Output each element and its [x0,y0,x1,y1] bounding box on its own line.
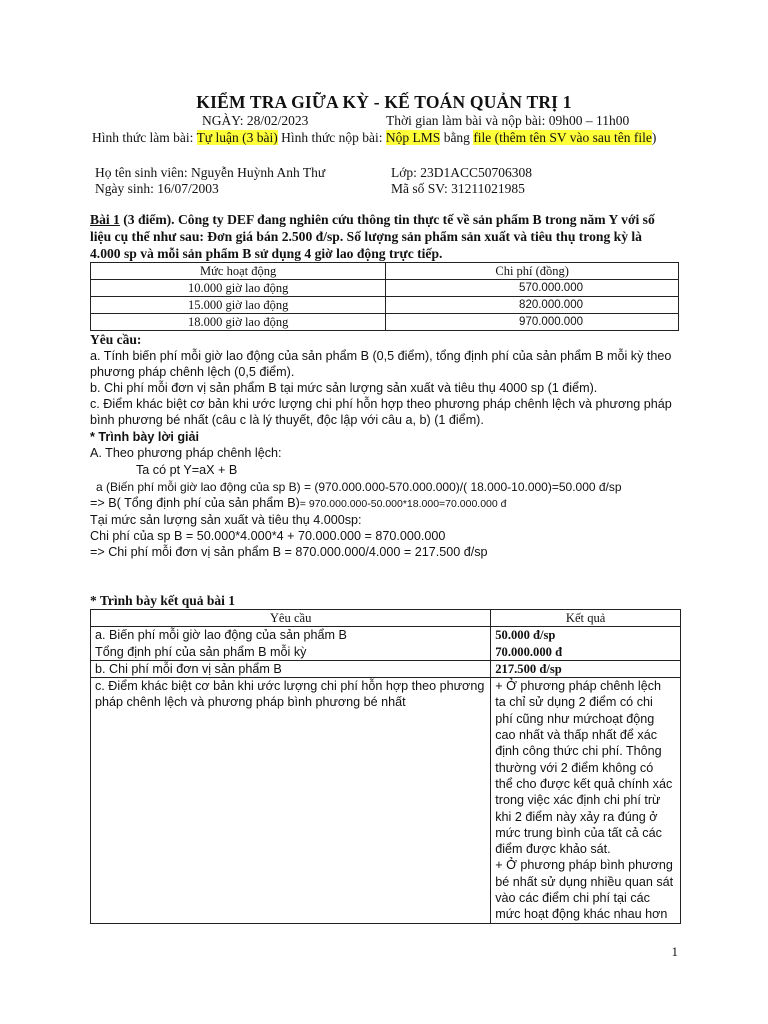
solution-line-6: Chi phí của sp B = 50.000*4.000*4 + 70.000.000 = 870.000.000 [90,529,446,543]
requirement-c-text-1: c. Điểm khác biệt cơ bản khi ước lượng chi phí hỗn hợp theo phương [95,679,485,694]
result-c-line: khi 2 điểm này xảy ra đúng ở [495,809,658,824]
requirement-c-2: bình phương bé nhất (câu c là lý thuyết, độc lập với câu a, b) (1 điểm). [90,413,484,427]
result-c-line: bé nhất sử dụng nhiều quan sát [495,874,674,889]
requirement-c-1: c. Điểm khác biệt cơ bản khi ước lượng chi phí hỗn hợp theo phương pháp chênh lệch và phương pháp [90,397,672,411]
result-c-line: điểm được khảo sát. [495,842,611,857]
result-a-1: 50.000 đ/sp [495,628,556,643]
student-dob: Ngày sinh: 16/07/2003 [95,181,219,196]
result-c-line: thường với 2 điểm không có [495,760,654,775]
solution-heading: * Trình bày lời giải [90,430,200,444]
student-name: Họ tên sinh viên: Nguyễn Huỳnh Anh Thư [95,165,326,180]
problem-line-1 [90,212,655,228]
requirement-cell-c [91,678,491,923]
solution-line-3: a (Biến phí mỗi giờ lao động của sp B) = (970.000.000-570.000.000)/( 18.000-10.000)=50.000 đ/sp [96,480,622,494]
activity-cell: 15.000 giờ lao động [91,297,386,314]
page-number: 1 [671,944,678,959]
cost-cell: 570.000.000 [386,280,679,297]
exam-time: Thời gian làm bài và nộp bài: 09h00 – 11h00 [386,113,630,128]
submit-label: Hình thức nộp bài: [277,130,386,145]
problem-label: Bài 1 [90,212,120,227]
submit-end: ) [651,130,657,145]
exam-format-line [92,130,656,146]
result-c-line: trong việc xác định chi phí trừ [495,793,661,808]
activity-cell: 10.000 giờ lao động [91,280,386,297]
student-id: Mã số SV: 31211021985 [391,181,525,196]
result-a-2: 70.000.000 đ [495,644,563,659]
result-c-line: thể cho được kết quả chính xác [495,776,673,791]
submit-value: Nộp LMS [385,130,441,145]
table-row [91,660,681,677]
exam-date: NGÀY: 28/02/2023 [202,113,309,128]
solution-line-4-a: => B( Tổng định phí của sản phẩm B) [90,496,300,510]
solution-line-4-b: = 970.000.000-50.000*18.000=70.000.000 đ [299,498,507,510]
result-c-line: mức trung bình của tất cả các [495,825,662,840]
result-c-line: mức hoạt động khác nhau hơn [495,907,668,922]
result-c-line: ta chỉ sử dụng 2 điểm có chi [495,695,653,710]
table-row [91,678,681,923]
cost-cell: 820.000.000 [386,297,679,314]
header-activity: Mức hoạt động [91,263,386,280]
result-cell-b: 217.500 đ/sp [491,660,681,677]
solution-line-7: => Chi phí mỗi đơn vị sản phẩm B = 870.000.000/4.000 = 217.500 đ/sp [90,545,488,559]
submit-mid: bằng [440,130,474,145]
requirement-a-2: phương pháp chênh lệch (0,5 điểm). [90,365,295,379]
cost-cell: 970.000.000 [386,314,679,331]
table-row [91,297,679,314]
solution-line-2: Ta có pt Y=aX + B [136,463,238,477]
requirement-a-text-2: Tổng định phí của sản phẩm B mỗi kỳ [95,644,307,659]
result-c-line: phí cũng như mứchoạt động [495,711,655,726]
header-requirement: Yêu cầu [91,610,491,627]
requirement-a-1: a. Tính biến phí mỗi giờ lao động của sản phẩm B (0,5 điểm), tổng định phí của sản phẩm B mỗi kỳ theo [90,349,672,363]
header-result: Kết quả [491,610,681,627]
results-heading: * Trình bày kết quả bài 1 [90,593,236,608]
results-header-row [91,610,681,627]
table-row [91,314,679,331]
requirement-cell-b: b. Chi phí mỗi đơn vị sản phẩm B [91,660,491,677]
requirements-heading: Yêu cầu: [90,332,142,347]
table-header-row [91,263,679,280]
requirement-a-text-1: a. Biến phí mỗi giờ lao động của sản phẩm B [95,628,347,643]
problem-line-1-text: (3 điểm). Công ty DEF đang nghiên cứu thông tin thực tế về sản phẩm B trong năm Y với số [119,212,655,227]
activity-cost-table [90,262,679,331]
table-row [91,627,681,661]
result-c-line: định công thức chi phí. Thông [495,744,662,759]
form-label: Hình thức làm bài: [92,130,197,145]
form-value: Tự luận (3 bài) [196,130,278,145]
student-class: Lớp: 23D1ACC50706308 [391,165,533,180]
exam-title: KIỂM TRA GIỮA KỲ - KẾ TOÁN QUẢN TRỊ 1 [196,92,572,112]
problem-line-3: 4.000 sp và mỗi sản phẩm B sử dụng 4 giờ lao động trực tiếp. [90,246,443,261]
result-cell-a [491,627,681,661]
result-cell-c [491,678,681,923]
requirement-b: b. Chi phí mỗi đơn vị sản phẩm B tại mức sản lượng sản xuất và tiêu thụ 4000 sp (1 điểm). [90,381,598,395]
requirement-cell-a [91,627,491,661]
table-row [91,280,679,297]
header-cost: Chi phí (đồng) [386,263,679,280]
requirement-c-text-2: pháp chênh lệch và phương pháp bình phương bé nhất [95,695,406,710]
solution-line-5: Tại mức sản lượng sản xuất và tiêu thụ 4.000sp: [90,513,362,527]
result-c-line: + Ở phương pháp chênh lệch [495,679,662,694]
result-c-line: + Ở phương pháp bình phương [495,858,673,873]
activity-cell: 18.000 giờ lao động [91,314,386,331]
results-table [90,609,681,924]
problem-line-2: liệu cụ thể như sau: Đơn giá bán 2.500 đ/sp. Số lượng sản phẩm sản xuất và tiêu thụ trong kỳ là [90,229,642,244]
solution-line-4 [90,496,507,510]
solution-line-1: A. Theo phương pháp chênh lệch: [90,446,282,460]
result-c-line: cao nhất và thấp nhất để xác [495,728,657,743]
result-c-line: vào các điểm chi phí tại các [495,891,650,906]
submit-file: file (thêm tên SV vào sau tên file [473,130,652,145]
